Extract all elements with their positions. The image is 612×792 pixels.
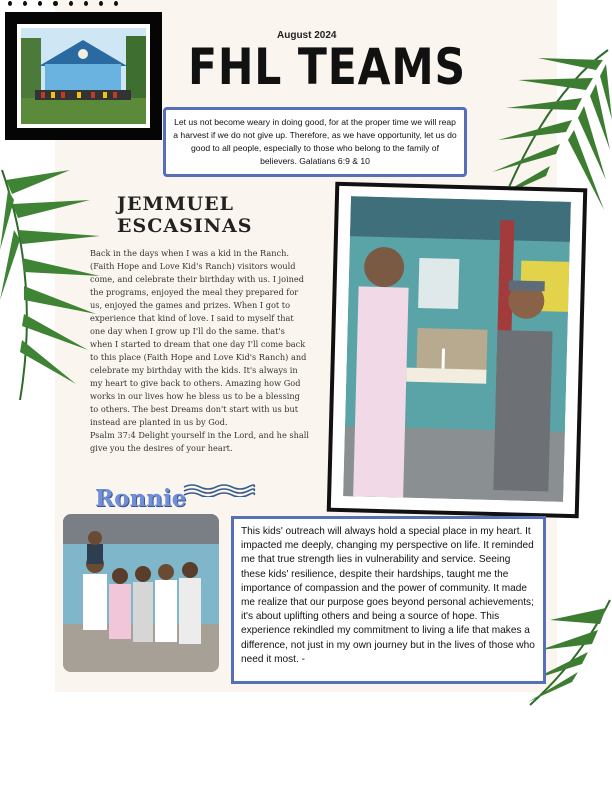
story-line: give you the desires of your heart.: [90, 443, 233, 453]
profile-name-jemmuel: [117, 193, 253, 237]
profile-name-ronnie: Ronnie: [95, 485, 187, 512]
story-line: my heart to give back to others. Amazing how God: [90, 378, 301, 388]
story-line: when I started to dream that one day I'll come back: [90, 339, 306, 349]
story-line: one day when I grow up I'll do the same. that's: [90, 326, 285, 336]
decorative-dots: [8, 1, 118, 9]
story-line: (Faith Hope and Love Kid's Ranch) visitors would: [90, 261, 296, 271]
story-line: us, enjoyed the games and prizes. When I got to: [90, 300, 290, 310]
story-line: the programs, enjoyed the meal they prepared for: [90, 287, 299, 297]
story-line: instead are planted in us by God.: [90, 417, 228, 427]
story-line: celebrate my birthday with the kids. It's always in: [90, 365, 298, 375]
issue-date: August 2024: [277, 30, 337, 41]
kids-outreach-photo: [63, 514, 219, 672]
bible-verse: Let us not become weary in doing good, for at the proper time we will reap a harvest if we do not give up. Therefore, as we have opportunity, let us do good to all people, especially to those who belong to the family of believers. Galatians 6:9 & 10: [173, 117, 457, 166]
group-photo-frame: [5, 12, 162, 140]
story-line: experience that kind of love. I said to myself that: [90, 313, 294, 323]
story-line: works in our lives how he bless us to be a blessing: [90, 391, 300, 401]
story-line: Back in the days when I was a kid in the Ranch.: [90, 248, 290, 258]
profile-last-name: ESCASINAS: [117, 215, 253, 237]
profile-story-jemmuel: [90, 247, 350, 455]
story-line: to this place (Faith Hope and Love Kid's Ranch) and: [90, 352, 307, 362]
wave-ornament-icon: [182, 483, 256, 497]
page-title: FHL TEAMS: [188, 38, 466, 96]
story-line: come, and celebrate their birthday with us. I joined: [90, 274, 304, 284]
profile-story-ronnie: [231, 516, 546, 684]
ronnie-story-text: This kids' outreach will always hold a special place in my heart. It impacted me deeply, changing my perspective on life. It reminded me that true strength lies in vulnerability and service. Seeing these kids' resilience, despite their hardships, taught me the importance of compassion and the power of community. It made me realize that our purpose goes beyond personal achievements; it's about uplifting others and being a source of hope. This experience rekindled my commitment to living a life that makes a difference, not just in my own journey but in the lives of those who need it most. -: [241, 526, 535, 665]
group-photo: [21, 28, 146, 124]
birthday-photo-frame: [327, 182, 588, 518]
profile-first-name: JEMMUEL: [117, 193, 234, 215]
bible-verse-box: [163, 107, 467, 177]
story-line: to others. The best Dreams don't start with us but: [90, 404, 299, 414]
birthday-photo: [343, 196, 571, 502]
story-line: Psalm 37:4 Delight yourself in the Lord, and he shall: [90, 430, 309, 440]
